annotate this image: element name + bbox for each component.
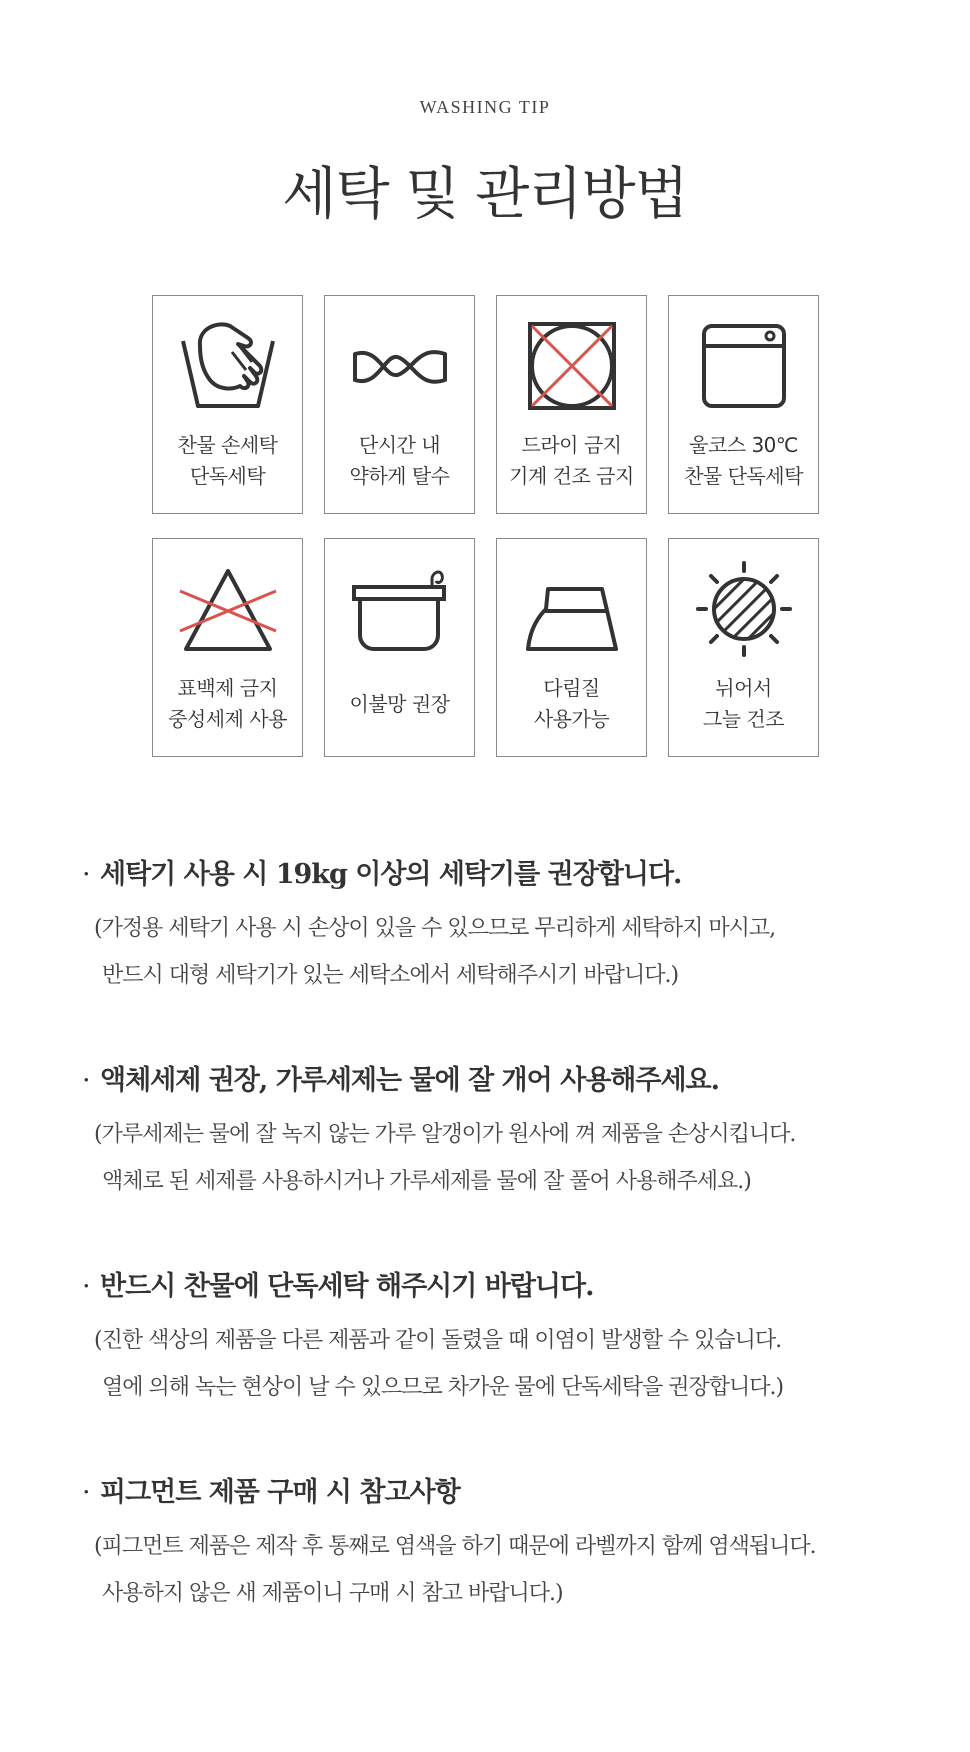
- care-card-label: 울코스 30℃ 찬물 단독세탁: [684, 433, 803, 488]
- hand-wash-icon: [178, 316, 278, 416]
- care-card-label: 드라이 금지 기계 건조 금지: [509, 433, 634, 488]
- care-card-shade-dry: [668, 538, 819, 757]
- care-notes: [82, 855, 922, 1679]
- care-card-machine-wash: [668, 295, 819, 514]
- note-item: [82, 1473, 922, 1617]
- shade-dry-icon: [694, 559, 794, 659]
- note-body: (가루세제는 물에 잘 녹지 않는 가루 알갱이가 원사에 껴 제품을 손상시킵니다. 액체로 된 세제를 사용하시거나 가루세제를 물에 잘 풀어 사용해주세요.): [94, 1122, 796, 1194]
- bedding-net-icon: [350, 559, 450, 659]
- care-card-label: 표백제 금지 중성세제 사용: [168, 676, 287, 731]
- care-card-label: 뉘어서 그늘 건조: [702, 676, 785, 731]
- note-heading: · 반드시 찬물에 단독세탁 해주시기 바랍니다.: [82, 1271, 594, 1302]
- note-item: [82, 1267, 922, 1411]
- note-heading: · 피그먼트 제품 구매 시 참고사항: [82, 1477, 460, 1508]
- note-item: [82, 1061, 922, 1205]
- twist-icon: [350, 316, 450, 416]
- note-heading: · 액체세제 권장, 가루세제는 물에 잘 개어 사용해주세요.: [82, 1065, 720, 1096]
- care-card-iron: [496, 538, 647, 757]
- note-item: [82, 855, 922, 999]
- care-card-no-dry-clean: [496, 295, 647, 514]
- care-card-label: 다림질 사용가능: [533, 676, 610, 731]
- care-card-label: 이불망 권장: [349, 692, 450, 716]
- care-card-no-bleach: [152, 538, 303, 757]
- iron-icon: [522, 559, 622, 659]
- eyebrow-label: WASHING TIP: [419, 97, 551, 117]
- note-heading: · 세탁기 사용 시 19kg 이상의 세탁기를 권장합니다.: [82, 859, 682, 890]
- note-body: (진한 색상의 제품을 다른 제품과 같이 돌렸을 때 이염이 발생할 수 있습니다. 열에 의해 녹는 현상이 날 수 있으므로 차가운 물에 단독세탁을 권장합니다.): [94, 1328, 784, 1400]
- page-title: 세탁 및 관리방법: [282, 162, 688, 227]
- no-bleach-icon: [178, 559, 278, 659]
- care-card-label: 단시간 내 약하게 탈수: [349, 433, 450, 488]
- care-card-hand-wash: [152, 295, 303, 514]
- care-card-twist: [324, 295, 475, 514]
- care-card-bedding-net: [324, 538, 475, 757]
- no-dry-clean-icon: [522, 316, 622, 416]
- note-body: (가정용 세탁기 사용 시 손상이 있을 수 있으므로 무리하게 세탁하지 마시고, 반드시 대형 세탁기가 있는 세탁소에서 세탁해주시기 바랍니다.): [94, 916, 776, 988]
- care-card-label: 찬물 손세탁 단독세탁: [177, 433, 278, 488]
- note-body: (피그먼트 제품은 제작 후 통째로 염색을 하기 때문에 라벨까지 함께 염색됩니다. 사용하지 않은 새 제품이니 구매 시 참고 바랍니다.): [94, 1534, 816, 1606]
- washing-machine-icon: [694, 316, 794, 416]
